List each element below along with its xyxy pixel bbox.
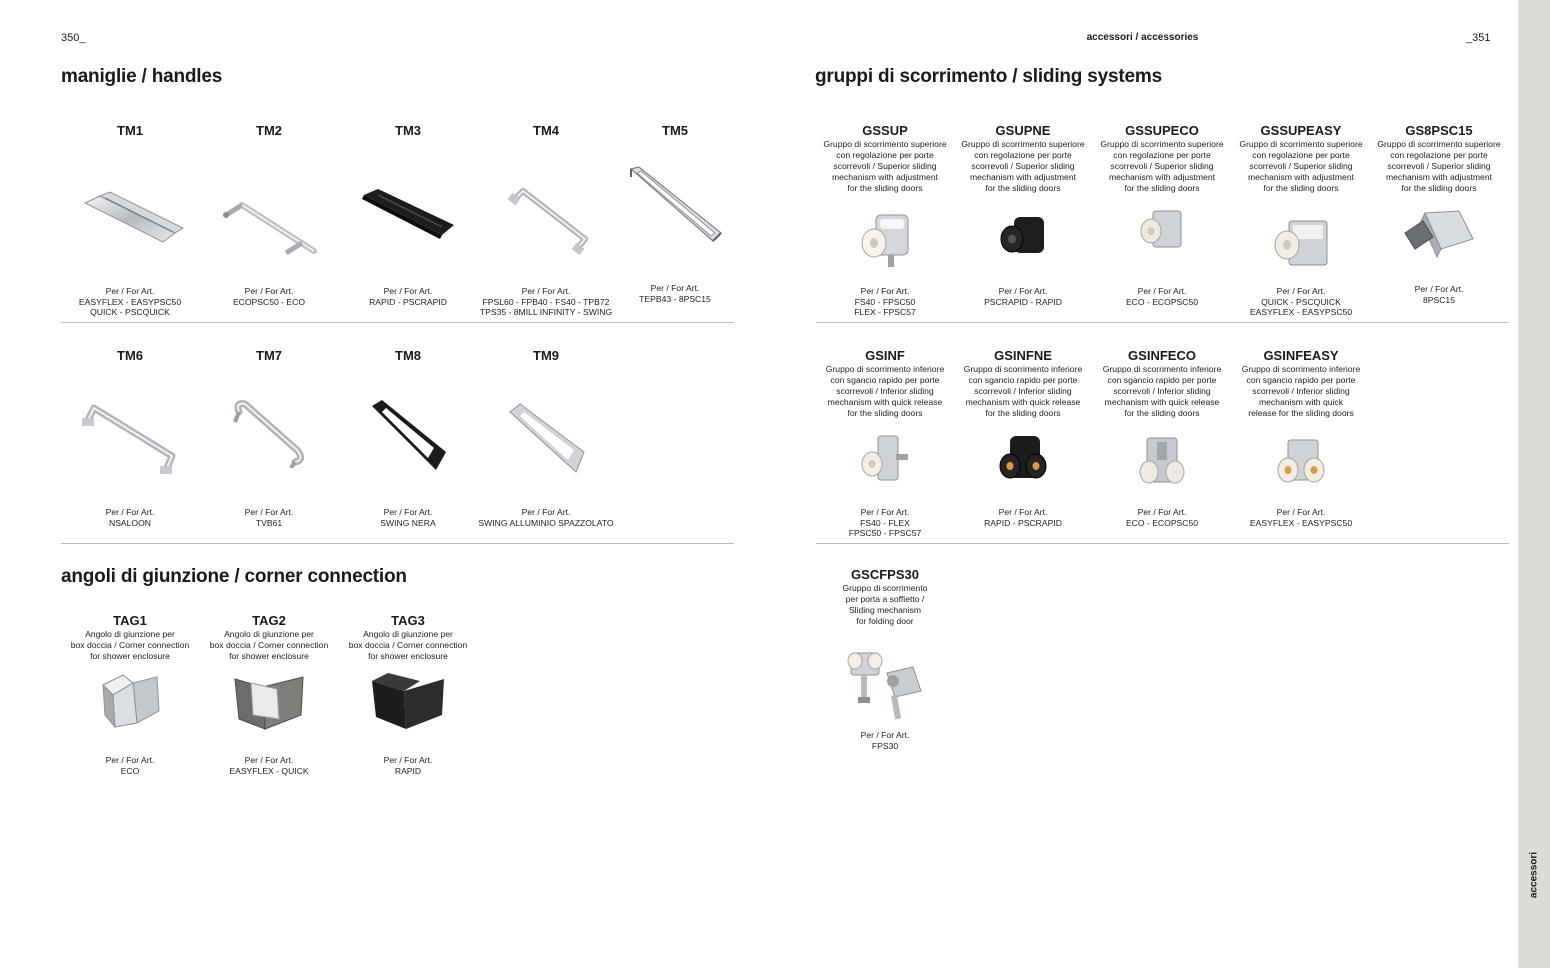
divider bbox=[816, 543, 1509, 544]
art-line: ECO bbox=[120, 765, 140, 776]
art-line: FPSL60 - FPB40 - FS40 - TPB72 bbox=[482, 296, 610, 307]
product-code: TM4 bbox=[533, 123, 559, 138]
product-code: GSSUPECO bbox=[1125, 123, 1199, 138]
product-card bbox=[1092, 123, 1232, 323]
handle-tm8-image bbox=[368, 398, 448, 472]
right-page-number: _351 bbox=[1466, 32, 1491, 44]
art-label: Per / For Art. bbox=[244, 507, 294, 517]
divider bbox=[61, 543, 734, 544]
art-line: SWING ALLUMINIO SPAZZOLATO bbox=[478, 517, 614, 528]
product-code: GSCFPS30 bbox=[851, 567, 919, 582]
art-label: Per / For Art. bbox=[860, 507, 910, 517]
art-label: Per / For Art. bbox=[1137, 507, 1187, 517]
product-description: Gruppo di scorrimento superiore con regolazione per porte scorrevoli / Superior sliding mechanism with adjustment for the sliding doors bbox=[1377, 139, 1501, 193]
handles-title: maniglie / handles bbox=[61, 66, 223, 87]
handle-tm4-image bbox=[501, 183, 591, 263]
handle-tm2-image bbox=[214, 193, 324, 263]
roller-gscfps30-image bbox=[843, 647, 927, 727]
art-label: Per / For Art. bbox=[860, 730, 910, 740]
art-line: SWING NERA bbox=[380, 517, 436, 528]
art-label: Per / For Art. bbox=[1276, 286, 1326, 296]
product-code: TM5 bbox=[662, 123, 688, 138]
roller-gssupeco-image bbox=[1139, 207, 1185, 257]
art-line: RAPID - PSCRAPID bbox=[984, 517, 1062, 528]
handle-tm7-image bbox=[229, 400, 309, 468]
art-label: Per / For Art. bbox=[244, 755, 294, 765]
product-card bbox=[1231, 123, 1371, 323]
art-label: Per / For Art. bbox=[521, 507, 571, 517]
art-label: Per / For Art. bbox=[105, 755, 155, 765]
product-description: Gruppo di scorrimento superiore con regolazione per porte scorrevoli / Superior sliding mechanism with adjustment for the sliding doors bbox=[961, 139, 1085, 193]
roller-gsupne-image bbox=[998, 213, 1048, 261]
product-code: GSSUPEASY bbox=[1260, 123, 1342, 138]
product-card bbox=[338, 123, 478, 323]
product-code: TM2 bbox=[256, 123, 282, 138]
product-code: TM1 bbox=[117, 123, 143, 138]
product-description: Gruppo di scorrimento superiore con regolazione per porte scorrevoli / Superior sliding mechanism with adjustment for the sliding doors bbox=[1239, 139, 1363, 193]
product-card bbox=[199, 123, 339, 323]
product-code: GSINFECO bbox=[1128, 348, 1196, 363]
product-card bbox=[199, 348, 339, 538]
product-code: GSINFNE bbox=[994, 348, 1052, 363]
product-description: Gruppo di scorrimento inferiore con sgancio rapido per porte scorrevoli / Inferior sliding mechanism with quick release for the sliding doors bbox=[1102, 364, 1222, 418]
art-line: FPS30 bbox=[871, 740, 899, 751]
product-card bbox=[60, 348, 200, 538]
art-line: ECOPSC50 - ECO bbox=[232, 296, 306, 307]
product-description: Angolo di giunzione per box doccia / Corner connection for shower enclosure bbox=[348, 629, 468, 661]
product-description: Gruppo di scorrimento superiore con regolazione per porte scorrevoli / Superior sliding mechanism with adjustment for the sliding doors bbox=[823, 139, 947, 193]
product-card bbox=[953, 348, 1093, 543]
art-label: Per / For Art. bbox=[1137, 286, 1187, 296]
product-description: Gruppo di scorrimento inferiore con sgancio rapido per porte scorrevoli / Inferior sliding mechanism with quick release for the sliding doors bbox=[1241, 364, 1361, 418]
handle-tm5-image bbox=[627, 165, 723, 247]
roller-gssupeasy-image bbox=[1271, 217, 1331, 273]
roller-gsinf-image bbox=[858, 434, 912, 484]
side-tab bbox=[1518, 0, 1550, 968]
left-page-number: 350_ bbox=[61, 32, 86, 44]
product-description: Gruppo di scorrimento superiore con regolazione per porte scorrevoli / Superior sliding mechanism with adjustment for the sliding doors bbox=[1100, 139, 1224, 193]
art-label: Per / For Art. bbox=[244, 286, 294, 296]
product-code: GSUPNE bbox=[995, 123, 1051, 138]
product-code: TM9 bbox=[533, 348, 559, 363]
product-card bbox=[338, 348, 478, 538]
product-card bbox=[476, 348, 616, 538]
art-line: FPSC50 - FPSC57 bbox=[848, 528, 922, 538]
art-line: RAPID bbox=[394, 765, 422, 776]
art-line: TVB61 bbox=[255, 517, 283, 528]
art-line: ECO - ECOPSC50 bbox=[1125, 517, 1199, 528]
product-description: Gruppo di scorrimento inferiore con sgancio rapido per porte scorrevoli / Inferior sliding mechanism with quick release for the sliding doors bbox=[825, 364, 945, 418]
art-label: Per / For Art. bbox=[383, 286, 433, 296]
product-code: GSSUP bbox=[862, 123, 908, 138]
product-code: TM6 bbox=[117, 348, 143, 363]
art-label: Per / For Art. bbox=[521, 286, 571, 296]
art-label: Per / For Art. bbox=[383, 755, 433, 765]
product-code: GSINF bbox=[865, 348, 905, 363]
art-line: FS40 - FPSC50 bbox=[854, 296, 916, 307]
handle-tm9-image bbox=[506, 402, 586, 474]
product-card bbox=[60, 613, 200, 783]
art-line: PSCRAPID - RAPID bbox=[984, 296, 1062, 307]
art-label: Per / For Art. bbox=[383, 507, 433, 517]
product-description: Gruppo di scorrimento per porta a soffietto / Sliding mechanism for folding door bbox=[842, 583, 928, 626]
corner-tag3-image bbox=[368, 671, 448, 733]
product-card bbox=[953, 123, 1093, 323]
art-line: TPS35 - 8MILL INFINITY - SWING bbox=[479, 307, 613, 317]
product-description: Angolo di giunzione per box doccia / Corner connection for shower enclosure bbox=[209, 629, 329, 661]
side-tab-label: accessori bbox=[1528, 851, 1540, 899]
product-code: TAG1 bbox=[113, 613, 147, 628]
product-code: TAG2 bbox=[252, 613, 286, 628]
art-line: EASYFLEX - EASYPSC50 bbox=[1249, 307, 1353, 317]
art-line: EASYFLEX - QUICK bbox=[229, 765, 309, 776]
product-card bbox=[476, 123, 616, 323]
corners-title: angoli di giunzione / corner connection bbox=[61, 566, 407, 587]
product-code: TAG3 bbox=[391, 613, 425, 628]
roller-gsinfne-image bbox=[996, 434, 1050, 486]
product-code: GS8PSC15 bbox=[1405, 123, 1473, 138]
product-description: Gruppo di scorrimento inferiore con sgancio rapido per porte scorrevoli / Inferior sliding mechanism with quick release for the sliding doors bbox=[963, 364, 1083, 418]
product-code: TM3 bbox=[395, 123, 421, 138]
product-card bbox=[815, 348, 955, 543]
art-label: Per / For Art. bbox=[105, 286, 155, 296]
product-code: TM8 bbox=[395, 348, 421, 363]
art-label: Per / For Art. bbox=[1414, 284, 1464, 294]
sliding-title: gruppi di scorrimento / sliding systems bbox=[815, 66, 1162, 87]
product-card bbox=[1231, 348, 1371, 543]
art-line: FS40 - FLEX bbox=[860, 517, 910, 528]
art-line: 8PSC15 bbox=[1422, 294, 1455, 305]
product-code: GSINFEASY bbox=[1263, 348, 1339, 363]
product-card bbox=[615, 123, 735, 323]
art-label: Per / For Art. bbox=[105, 507, 155, 517]
art-line: ECO - ECOPSC50 bbox=[1125, 296, 1199, 307]
roller-gsinfeasy-image bbox=[1274, 438, 1328, 488]
art-line: NSALOON bbox=[108, 517, 152, 528]
handle-tm1-image bbox=[75, 188, 185, 248]
corner-tag2-image bbox=[231, 671, 307, 735]
product-card bbox=[1092, 348, 1232, 543]
roller-gsinfeco-image bbox=[1135, 436, 1189, 488]
art-line: QUICK - PSCQUICK bbox=[90, 307, 170, 317]
art-label: Per / For Art. bbox=[1276, 507, 1326, 517]
handle-tm6-image bbox=[80, 400, 180, 478]
art-label: Per / For Art. bbox=[998, 507, 1048, 517]
art-line: EASYFLEX - EASYPSC50 bbox=[1249, 517, 1353, 528]
roller-gs8psc15-image bbox=[1403, 209, 1475, 261]
art-line: EASYFLEX - EASYPSC50 bbox=[78, 296, 182, 307]
product-card bbox=[815, 567, 955, 757]
art-label: Per / For Art. bbox=[998, 286, 1048, 296]
product-card bbox=[815, 123, 955, 323]
product-description: Angolo di giunzione per box doccia / Corner connection for shower enclosure bbox=[70, 629, 190, 661]
art-line: QUICK - PSCQUICK bbox=[1261, 296, 1341, 307]
product-card bbox=[1369, 123, 1509, 323]
corner-tag1-image bbox=[97, 671, 163, 735]
art-label: Per / For Art. bbox=[860, 286, 910, 296]
roller-gssup-image bbox=[858, 211, 912, 271]
running-head: accessori / accessories bbox=[1086, 32, 1199, 43]
product-card bbox=[338, 613, 478, 783]
product-code: TM7 bbox=[256, 348, 282, 363]
art-label: Per / For Art. bbox=[650, 283, 700, 293]
art-line: TEPB43 - 8PSC15 bbox=[639, 293, 711, 304]
handle-tm3-image bbox=[358, 185, 458, 245]
art-line: RAPID - PSCRAPID bbox=[369, 296, 447, 307]
product-card bbox=[60, 123, 200, 323]
product-card bbox=[199, 613, 339, 783]
art-line: FLEX - FPSC57 bbox=[854, 307, 916, 317]
